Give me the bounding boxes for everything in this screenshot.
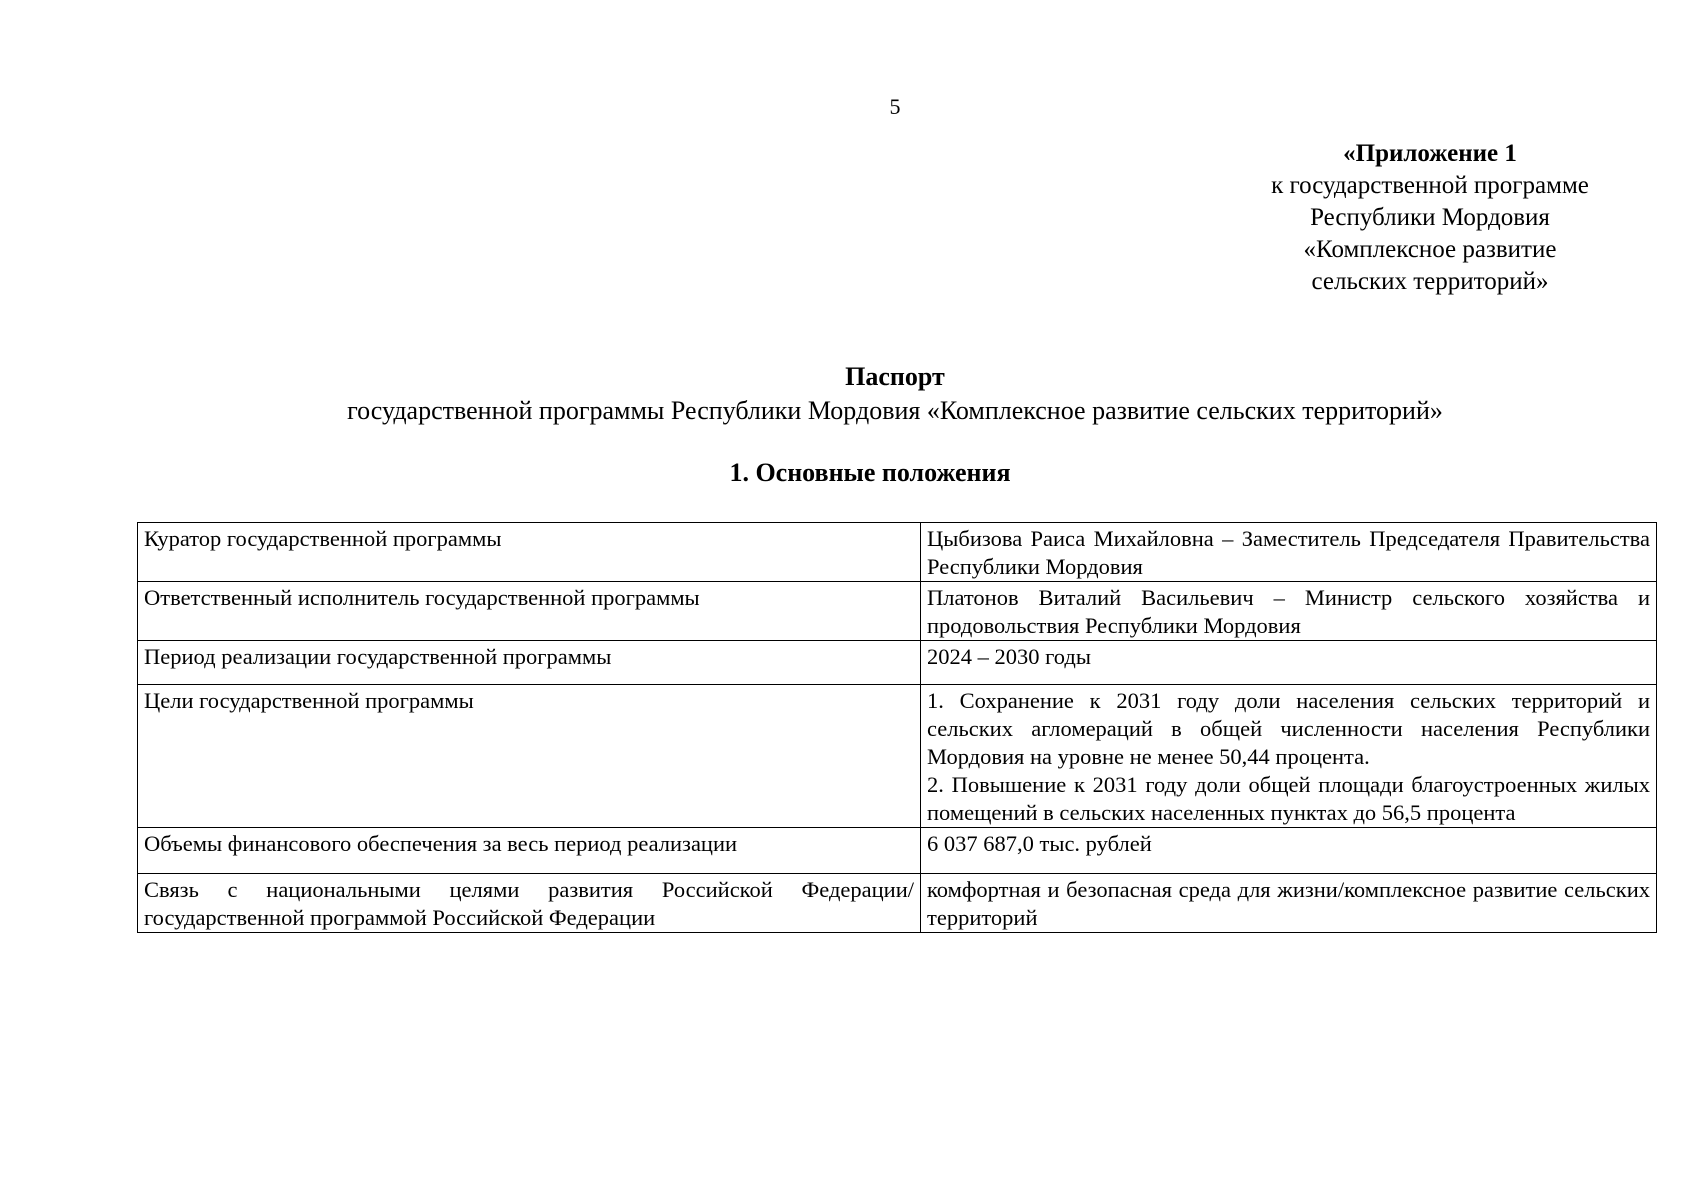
- passport-subtitle: государственной программы Республики Мордовия «Комплексное развитие сельских территорий»: [347, 396, 1443, 425]
- value-paragraph: комфортная и безопасная среда для жизни/комплексное развитие сельских территорий: [927, 877, 1650, 930]
- value-paragraph: Цыбизова Раиса Михайловна – Заместитель Председателя Правительства Республики Мордовия: [927, 526, 1650, 579]
- table-row: [138, 685, 1657, 828]
- row-value: [921, 582, 1657, 641]
- table-row: [138, 523, 1657, 582]
- table-row: [138, 828, 1657, 874]
- value-paragraph: 6 037 687,0 тыс. рублей: [927, 831, 1152, 856]
- passport-title: Паспорт: [845, 362, 945, 391]
- value-paragraph: 1. Сохранение к 2031 году доли населения сельских территорий и сельских агломераций в общей численности населения Республики Мордовия на уровне не менее 50,44 процента.: [927, 688, 1650, 769]
- row-label: Связь с национальными целями развития Российской Федерации/государственной программой Российской Федерации: [138, 874, 921, 933]
- row-label: Куратор государственной программы: [138, 523, 921, 582]
- appendix-line-3: Республики Мордовия: [1310, 204, 1550, 231]
- row-label: Ответственный исполнитель государственной программы: [138, 582, 921, 641]
- row-value: [921, 874, 1657, 933]
- appendix-line-5: сельских территорий»: [1311, 268, 1549, 295]
- row-value: [921, 685, 1657, 828]
- row-value: [921, 828, 1657, 874]
- value-paragraph: 2. Повышение к 2031 году доли общей площади благоустроенных жилых помещений в сельских населенных пунктах до 56,5 процента: [927, 772, 1650, 825]
- section-heading: 1. Основные положения: [729, 458, 1011, 487]
- value-paragraph: 2024 – 2030 годы: [927, 644, 1091, 669]
- passport-table: [137, 522, 1657, 933]
- appendix-line-1: «Приложение 1: [1343, 140, 1517, 167]
- row-value: [921, 641, 1657, 685]
- table-row: [138, 641, 1657, 685]
- table-row: [138, 582, 1657, 641]
- page-number: 5: [889, 94, 901, 119]
- row-label: Объемы финансового обеспечения за весь период реализации: [138, 828, 921, 874]
- appendix-line-4: «Комплексное развитие: [1303, 236, 1557, 263]
- appendix-header: [1230, 138, 1630, 298]
- value-paragraph: Платонов Виталий Васильевич – Министр сельского хозяйства и продовольствия Республики Мордовия: [927, 585, 1650, 638]
- appendix-line-2: к государственной программе: [1271, 172, 1589, 199]
- table-row: [138, 874, 1657, 933]
- row-value: [921, 523, 1657, 582]
- row-label: Период реализации государственной программы: [138, 641, 921, 685]
- row-label: Цели государственной программы: [138, 685, 921, 828]
